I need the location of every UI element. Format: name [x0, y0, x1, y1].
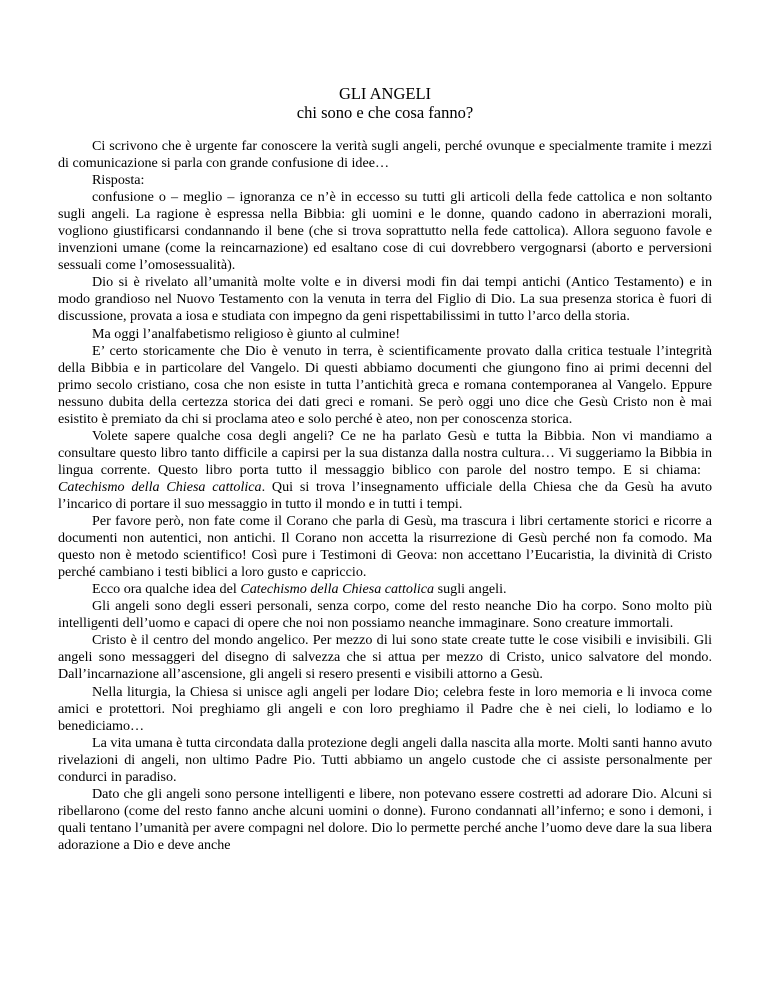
paragraph-storicita: E’ certo storicamente che Dio è venuto in terra, è scientificamente provato dalla critica testuale l’integrità della Bibbia e in particolare del Vangelo. Di questi abbiamo documenti che giungono fino ai primi decenni del primo secolo cristiano, cosa che non esiste in tutta l’antichità greca e romana contemporanea al Vangelo. Eppure nessuno dubita della certezza storica dei dati greci e romani. Se però oggi uno dice che Gesù Cristo non è mai esistito è premiato da chi si proclama ateo e solo perché è ateo, non per conoscenza storica. — [58, 342, 712, 427]
document-title: GLI ANGELI — [338, 84, 432, 103]
paragraph-liturgia: Nella liturgia, la Chiesa si unisce agli angeli per lodare Dio; celebra feste in loro memoria e li invoca come amici e protettori. Noi preghiamo gli angeli e con loro preghiamo il Padre che è nei cieli, lo lodiamo e lo benediciamo… — [58, 683, 712, 734]
title-block — [58, 84, 712, 122]
paragraph-confusione: confusione o – meglio – ignoranza ce n’è in eccesso su tutti gli articoli della fede cattolica e non soltanto sugli angeli. La ragione è espressa nella Bibbia: gli uomini e le donne, quando cadono in aberrazioni morali, vogliono giustificarsi condannando il bene (che si trova soprattutto nella fede cattolica). Allora seguono favole e invenzioni umane (come la reincarnazione) ed esaltano cose di cui dovrebbero vergognarsi (aborto e perversioni sessuali come l’omosessualità). — [58, 189, 712, 274]
paragraph-cristo-centro: Cristo è il centro del mondo angelico. Per mezzo di lui sono state create tutte le cose visibili e invisibili. Gli angeli sono messaggeri del disegno di salvezza che si attua per mezzo di Cristo, unico salvatore del mondo. Dall’incarnazione all’ascensione, gli angeli si resero presenti e visibili attorno a Gesù. — [58, 632, 712, 683]
paragraph-ecco-ora-b: sugli angeli. — [437, 581, 507, 598]
document-body — [58, 138, 712, 854]
paragraph-corano: Per favore però, non fate come il Corano che parla di Gesù, ma trascura i libri certamente storici e ricorre a documenti non autentici, non antichi. Il Corano non accetta la risurrezione di Gesù perché non fa comodo. Ma questo non è metodo scientifico! Così pure i Testimoni di Geova: non accettano l’Eucaristia, la divinità di Cristo perché cambiano i testi biblici a loro gusto e capriccio. — [58, 513, 712, 581]
paragraph-ecco-ora-a: Ecco ora qualche idea del — [92, 581, 237, 598]
paragraph-volete-sapere — [58, 428, 712, 513]
paragraph-analfabetismo: Ma oggi l’analfabetismo religioso è giunto al culmine! — [92, 325, 401, 342]
paragraph-demoni: Dato che gli angeli sono persone intelligenti e libere, non potevano essere costretti ad adorare Dio. Alcuni si ribellarono (come del resto fanno anche alcuni uomini o donne). Furono condannati all’inferno; e sono i demoni, i quali tentano l’umanità per avere compagni nel dolore. Dio lo permette perché anche l’uomo deve dare la sua libera adorazione a Dio e deve anche — [58, 785, 712, 853]
document-subtitle: chi sono e che cosa fanno? — [296, 103, 474, 122]
paragraph-risposta-label: Risposta: — [92, 172, 145, 189]
paragraph-esseri-personali: Gli angeli sono degli esseri personali, senza corpo, come del resto neanche Dio ha corpo. Sono molto più intelligenti dell’uomo e capaci di opere che noi non possiamo neanche immaginare. Sono creature immortali. — [58, 598, 712, 632]
paragraph-vita-umana: La vita umana è tutta circondata dalla protezione degli angeli dalla nascita alla morte. Molti santi hanno avuto rivelazioni di angeli, non ultimo Padre Pio. Tutti abbiamo un angelo custode che ci assiste personalmente per condurci in paradiso. — [58, 734, 712, 785]
catechismo-title-1: Catechismo della Chiesa cattolica — [58, 478, 262, 495]
paragraph-intro: Ci scrivono che è urgente far conoscere la verità sugli angeli, perché ovunque e specialmente tramite i mezzi di comunicazione si parla con grande confusione di idee… — [58, 138, 712, 172]
paragraph-rivelazione: Dio si è rivelato all’umanità molte volte e in diversi modi fin dai tempi antichi (Antico Testamento) e in modo grandioso nel Nuovo Testamento con la venuta in terra del Figlio di Dio. La sua presenza storica è fuori di discussione, provata a iosa e studiata con impegno da geni rispettabilissimi in tutto l’arco della storia. — [58, 274, 712, 325]
paragraph-volete-sapere-a: Volete sapere qualche cosa degli angeli? Ce ne ha parlato Gesù e tutta la Bibbia. Non vi mandiamo a consultare questo libro tanto difficile a capirsi per la sua distanza dalla nostra cultura… Vi suggeriamo la Bibbia in lingua corrente. Questo libro porta tutto il messaggio biblico con parole del nostro tempo. E si chiama: — [58, 427, 712, 478]
paragraph-volete-sapere-b: . Qui si trova l’insegnamento ufficiale della Chiesa che da Gesù ha avuto l’incarico di portare il suo messaggio in tutto il mondo e in tutti i tempi. — [58, 478, 712, 512]
paragraph-ecco-ora — [58, 581, 712, 598]
catechismo-title-2: Catechismo della Chiesa cattolica — [240, 581, 435, 598]
document-page — [58, 84, 712, 854]
